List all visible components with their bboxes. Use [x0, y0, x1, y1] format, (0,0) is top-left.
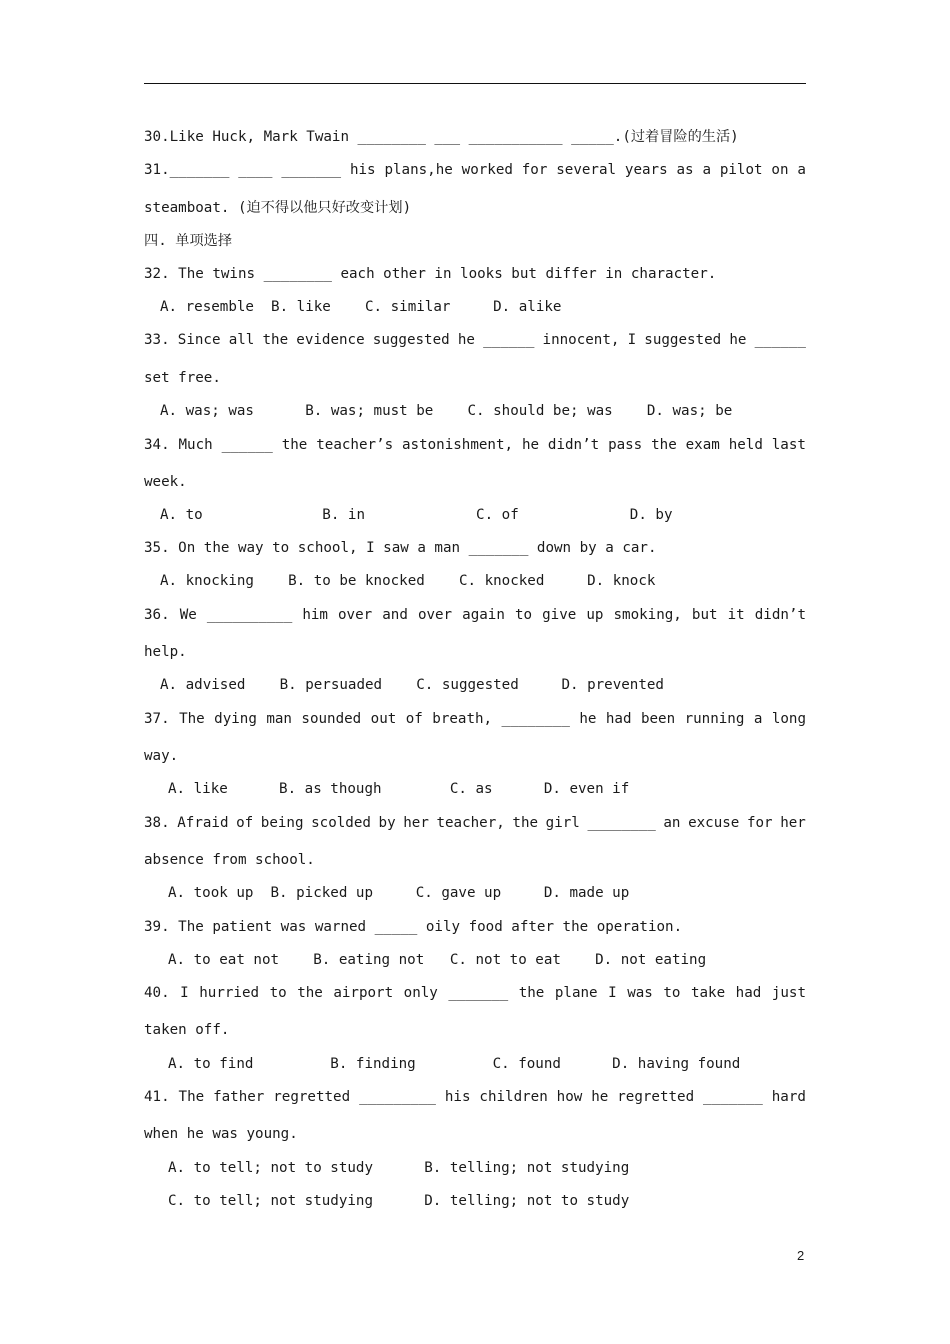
word: I — [608, 985, 617, 1001]
word: only — [403, 985, 438, 1001]
word: ______ — [221, 437, 273, 453]
word: his — [444, 1089, 471, 1105]
question-41-line1 — [144, 1087, 806, 1107]
word: didn’t — [547, 437, 600, 453]
question-34-line2: week. — [144, 474, 187, 490]
word: Since — [177, 332, 221, 348]
word: 34. — [144, 437, 170, 453]
word: excuse — [688, 815, 740, 831]
question-30: 30.Like Huck, Mark Twain ________ ___ ___________ _____.(过着冒险的生活) — [144, 129, 739, 145]
question-34-line1 — [144, 435, 806, 455]
header-rule — [144, 83, 806, 84]
word: over — [338, 607, 373, 623]
word: Much — [178, 437, 213, 453]
word: the — [262, 332, 289, 348]
word: _______ — [448, 985, 509, 1001]
word: dying — [214, 711, 257, 727]
word: regretted — [617, 1089, 695, 1105]
question-37-options: A. like B. as though C. as D. even if — [168, 781, 630, 797]
word: regretted — [273, 1089, 351, 1105]
word: suggested — [644, 332, 722, 348]
question-37-line1 — [144, 709, 806, 729]
word: teacher’s — [316, 437, 394, 453]
word: pilot — [719, 162, 763, 178]
question-36-line1 — [144, 605, 806, 625]
word: again — [462, 607, 505, 623]
word: ________ — [587, 815, 656, 831]
word: had — [735, 985, 762, 1001]
word: just — [771, 985, 806, 1001]
word: of — [236, 815, 254, 831]
question-31-line1 — [144, 160, 806, 180]
word: 31._______ — [144, 162, 230, 178]
word: hard — [771, 1089, 806, 1105]
question-41-options-ab: A. to tell; not to study B. telling; not studying — [168, 1160, 630, 1176]
question-36-line2: help. — [144, 644, 187, 660]
page-number: 2 — [797, 1248, 805, 1263]
word: an — [663, 815, 681, 831]
word: up — [586, 607, 604, 623]
word: by — [378, 815, 396, 831]
word: to — [663, 985, 681, 1001]
word: We — [179, 607, 197, 623]
word: been — [640, 711, 676, 727]
word: plane — [554, 985, 598, 1001]
word: scolded — [311, 815, 371, 831]
word: Afraid — [177, 815, 229, 831]
word: the — [512, 815, 539, 831]
word: his — [349, 162, 376, 178]
word: 41. — [144, 1089, 170, 1105]
question-31-line2: steamboat. (迫不得以他只好改变计划) — [144, 200, 412, 216]
word: man — [266, 711, 292, 727]
word: airport — [333, 985, 394, 1001]
word: ______ — [483, 332, 535, 348]
word: her — [403, 815, 429, 831]
question-36-options: A. advised B. persuaded C. suggested D. prevented — [160, 677, 664, 693]
question-38-line1 — [144, 813, 806, 833]
word: 40. — [144, 985, 170, 1001]
word: held — [728, 437, 763, 453]
word: smoking, — [613, 607, 682, 623]
question-34-options: A. to B. in C. of D. by — [160, 507, 673, 523]
word: take — [690, 985, 726, 1001]
word: it — [727, 607, 745, 623]
word: of — [405, 711, 423, 727]
word: I — [627, 332, 637, 348]
word: a — [702, 162, 711, 178]
word: a — [753, 711, 763, 727]
word: a — [797, 162, 806, 178]
word: the — [281, 437, 308, 453]
word: as — [676, 162, 694, 178]
word: on — [771, 162, 789, 178]
word: to — [269, 985, 287, 1001]
word: for — [521, 162, 548, 178]
word: ____ — [238, 162, 273, 178]
word: he — [579, 711, 597, 727]
word: The — [178, 1089, 205, 1105]
word: he — [457, 332, 475, 348]
word: long — [771, 711, 806, 727]
word: exam — [685, 437, 720, 453]
word: father — [213, 1089, 265, 1105]
word: I — [180, 985, 189, 1001]
word: was — [627, 985, 653, 1001]
question-32-options: A. resemble B. like C. similar D. alike — [160, 299, 562, 315]
word: worked — [461, 162, 513, 178]
word: he — [591, 1089, 609, 1105]
word: _______ — [703, 1089, 763, 1105]
word: he — [729, 332, 747, 348]
word: girl — [545, 815, 580, 831]
word: running — [684, 711, 745, 727]
question-33-line2: set free. — [144, 370, 221, 386]
word: 33. — [144, 332, 170, 348]
word: give — [542, 607, 577, 623]
word: teacher, — [436, 815, 505, 831]
word: evidence — [296, 332, 365, 348]
word: over — [417, 607, 453, 623]
question-39-options: A. to eat not B. eating not C. not to eat D. not eating — [168, 952, 707, 968]
word: the — [518, 985, 545, 1001]
word: he — [521, 437, 540, 453]
question-41-line2: when he was young. — [144, 1126, 298, 1142]
word: breath, — [432, 711, 493, 727]
question-39: 39. The patient was warned _____ oily food after the operation. — [144, 919, 683, 935]
word: to — [514, 607, 533, 623]
word: and — [382, 607, 408, 623]
section-heading: 四. 单项选择 — [144, 233, 233, 249]
word: sounded — [301, 711, 362, 727]
question-41-options-cd: C. to tell; not studying D. telling; not to study — [168, 1193, 630, 1209]
word: years — [624, 162, 668, 178]
word: pass — [608, 437, 643, 453]
word: _________ — [359, 1089, 436, 1105]
word: astonishment, — [402, 437, 514, 453]
word: him — [302, 607, 328, 623]
question-38-options: A. took up B. picked up C. gave up D. made up — [168, 885, 630, 901]
word: several — [556, 162, 617, 178]
word: The — [179, 711, 205, 727]
question-37-line2: way. — [144, 748, 179, 764]
word: didn’t — [754, 607, 806, 623]
word: her — [780, 815, 806, 831]
word: last — [771, 437, 806, 453]
word: suggested — [372, 332, 450, 348]
word: all — [228, 332, 255, 348]
word: for — [746, 815, 773, 831]
word: out — [370, 711, 397, 727]
word: being — [260, 815, 304, 831]
word: ______ — [754, 332, 806, 348]
word: children — [479, 1089, 548, 1105]
question-40-line2: taken off. — [144, 1022, 230, 1038]
word: the — [651, 437, 677, 453]
question-33-line1 — [144, 330, 806, 350]
question-35-options: A. knocking B. to be knocked C. knocked D. knock — [160, 573, 656, 589]
word: innocent, — [542, 332, 620, 348]
word: how — [556, 1089, 583, 1105]
word: the — [297, 985, 323, 1001]
word: but — [691, 607, 718, 623]
word: ________ — [501, 711, 570, 727]
word: had — [605, 711, 632, 727]
word: 36. — [144, 607, 170, 623]
word: __________ — [206, 607, 293, 623]
question-33-options: A. was; was B. was; must be C. should be; was D. was; be — [160, 403, 733, 419]
word: 38. — [144, 815, 170, 831]
question-40-line1 — [144, 983, 806, 1003]
word: hurried — [199, 985, 260, 1001]
question-40-options: A. to find B. finding C. found D. having found — [168, 1056, 741, 1072]
word: plans,he — [384, 162, 453, 178]
question-35: 35. On the way to school, I saw a man _______ down by a car. — [144, 540, 657, 556]
question-38-line2: absence from school. — [144, 852, 315, 868]
word: _______ — [281, 162, 342, 178]
question-32: 32. The twins ________ each other in looks but differ in character. — [144, 266, 717, 282]
word: 37. — [144, 711, 170, 727]
